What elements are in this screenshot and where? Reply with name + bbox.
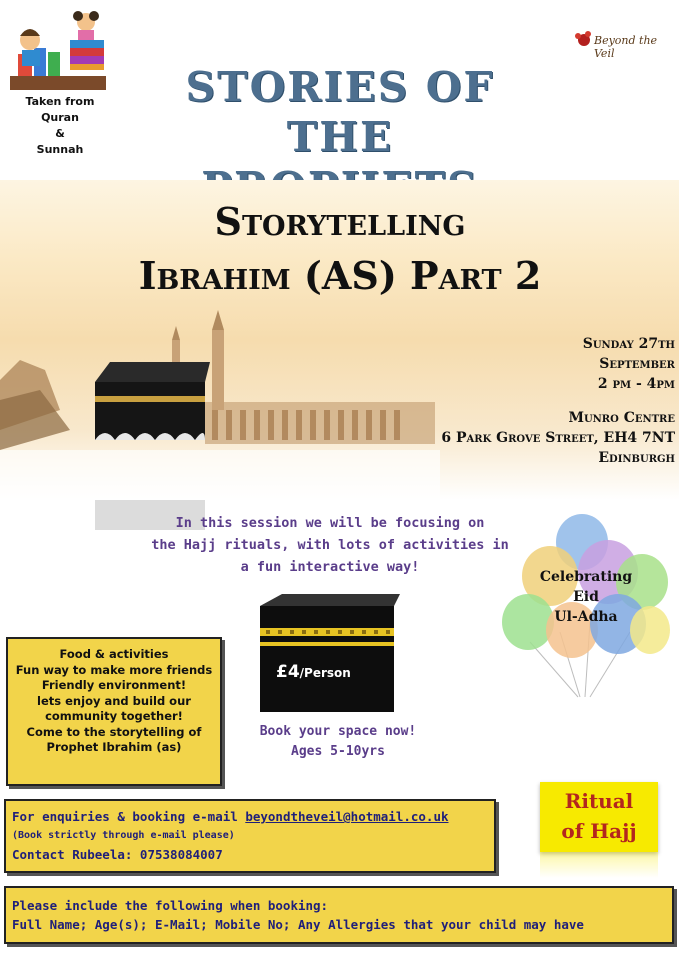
feature-item: Food & activities	[59, 647, 169, 661]
taken-from-line: Taken from	[25, 95, 95, 108]
venue-name: Munro Centre	[568, 410, 675, 426]
event-date	[520, 334, 675, 394]
celebrate-line: Ul-Adha	[554, 609, 618, 625]
taken-from-line: Quran	[41, 111, 79, 124]
taken-from-caption	[6, 94, 114, 158]
session-line: a fun interactive way!	[240, 559, 420, 575]
date-line: Sunday 27th	[582, 336, 675, 352]
feature-item: Friendly environment!	[41, 678, 187, 692]
book-now-line: Book your space now!	[259, 724, 417, 739]
event-venue	[400, 408, 675, 468]
ritual-line: Ritual	[564, 789, 634, 813]
taken-from-line: &	[55, 127, 65, 140]
enquiries-box	[4, 799, 496, 873]
ritual-line: of Hajj	[561, 819, 637, 843]
booking-info-line-2: Full Name; Age(s); E-Mail; Mobile No; Any Allergies that your child may have	[12, 917, 584, 932]
session-description	[150, 512, 510, 578]
enquiries-label: For enquiries & booking e-mail	[12, 809, 238, 824]
price-amount: £4	[276, 662, 300, 682]
event-title-line-2: Ibrahim (AS) Part 2	[138, 253, 542, 298]
kids-reading-logo	[8, 6, 108, 96]
kaaba-price-graphic	[252, 592, 402, 714]
celebrate-line: Eid	[573, 589, 599, 605]
enquiries-line	[12, 807, 488, 826]
session-line: the Hajj rituals, with lots of activities in	[151, 537, 509, 553]
feature-item: lets enjoy and build our	[37, 693, 191, 708]
main-title-line-1: STORIES OF THE	[185, 63, 495, 161]
price-unit: /Person	[299, 666, 351, 680]
ages-line: Ages 5-10yrs	[291, 744, 385, 759]
celebrating-eid-text	[522, 567, 650, 627]
feature-item: Come to the storytelling of	[26, 724, 202, 739]
brand-name: Beyond the Veil	[594, 34, 658, 60]
booking-info-line-1: Please include the following when booking:	[12, 898, 329, 913]
features-box	[6, 637, 222, 786]
date-line: September	[599, 356, 675, 372]
feature-item: Prophet Ibrahim (as)	[46, 740, 182, 754]
ritual-of-hajj-badge	[540, 782, 658, 852]
celebrate-line: Celebrating	[539, 569, 633, 585]
ritual-badge-reflection	[540, 852, 658, 878]
booking-requirements-box	[4, 886, 674, 944]
time-line: 2 pm - 4pm	[597, 376, 675, 392]
venue-street: 6 Park Grove Street, EH4 7NT	[441, 430, 675, 446]
book-now-text	[238, 722, 438, 762]
taken-from-line: Sunnah	[36, 143, 84, 156]
price-tag	[276, 662, 351, 682]
booking-note: (Book strictly through e-mail please)	[12, 830, 235, 841]
session-line: In this session we will be focusing on	[175, 515, 485, 531]
feature-item: Fun way to make more friends	[15, 662, 213, 677]
email-link[interactable]: beyondtheveil@hotmail.co.uk	[245, 809, 449, 824]
contact-line: Contact Rubeela: 07538084007	[12, 847, 223, 862]
kaaba-mosque-illustration	[0, 300, 440, 540]
event-title-line-1: Storytelling	[214, 199, 466, 244]
venue-city: Edinburgh	[598, 450, 675, 466]
feature-item: community together!	[45, 709, 183, 723]
